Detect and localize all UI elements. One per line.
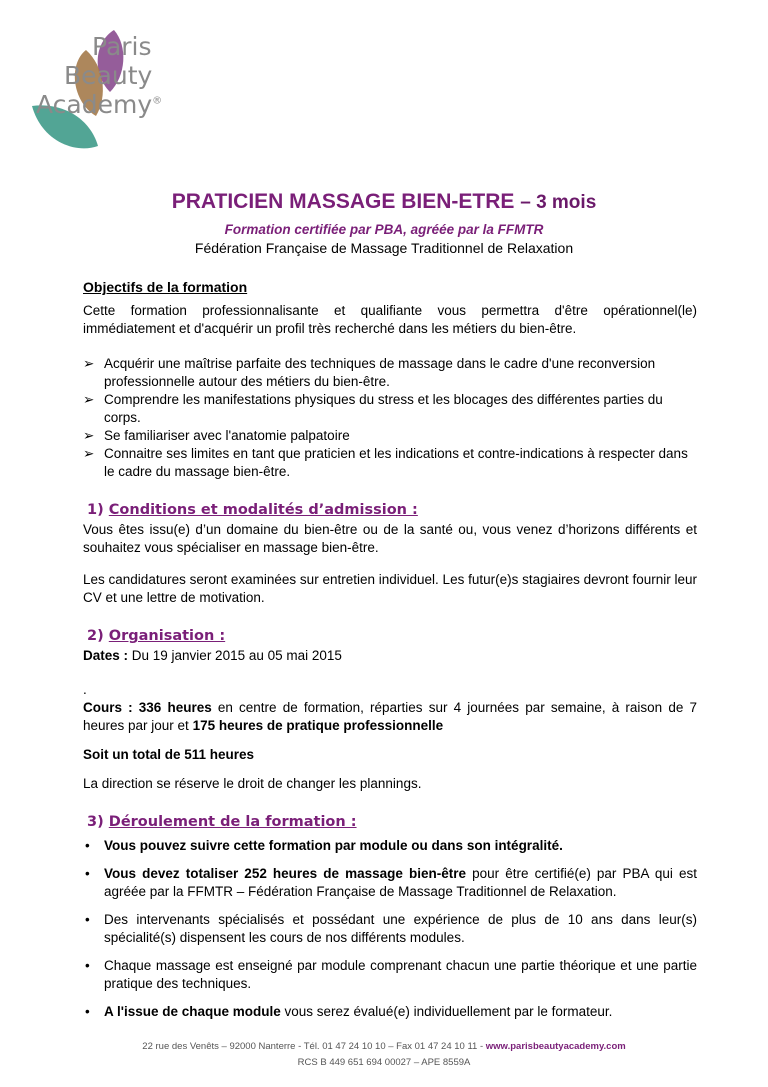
section3-list bbox=[83, 837, 697, 1021]
list-item: ➢ Acquérir une maîtrise parfaite des techniques de massage dans le cadre d'une reconversion professionnelle autour des métiers du bien-être. bbox=[83, 356, 656, 389]
document-body bbox=[83, 278, 697, 1031]
arrow-bullet-icon: ➢ bbox=[83, 392, 95, 407]
objectifs-heading: Objectifs de la formation bbox=[83, 279, 248, 295]
bullet-icon: • bbox=[85, 838, 90, 853]
arrow-bullet-icon: ➢ bbox=[83, 446, 95, 461]
section1-paragraph-1: Vous êtes issu(e) d’un domaine du bien-être ou de la santé ou, vous venez d’horizons différents et souhaitez vous spécialiser en massage bien-être. bbox=[83, 522, 697, 555]
section1-heading: 1) Conditions et modalités d’admission : bbox=[87, 502, 418, 518]
subtitle-federation: Fédération Française de Massage Traditionnel de Relaxation bbox=[194, 240, 574, 256]
arrow-bullet-icon: ➢ bbox=[83, 428, 95, 443]
logo-text-academy: Academy® bbox=[36, 90, 163, 119]
list-item: • Des intervenants spécialisés et possédant une expérience de plus de 10 ans dans leur(s) spécialité(s) dispensent les cours de nos différents modules. bbox=[85, 912, 697, 945]
bullet-icon: • bbox=[85, 958, 90, 973]
logo-text-paris: Paris bbox=[92, 32, 152, 61]
list-item: • A l'issue de chaque module vous serez évalué(e) individuellement par le formateur. bbox=[85, 1004, 613, 1019]
footer bbox=[0, 1039, 768, 1071]
page-title bbox=[0, 190, 768, 214]
section1-paragraph-2: Les candidatures seront examinées sur entretien individuel. Les futur(e)s stagiaires devront fournir leur CV et une lettre de motivation. bbox=[83, 572, 697, 605]
footer-registration-line: RCS B 449 651 694 00027 – APE 8559A bbox=[297, 1057, 471, 1068]
section3-heading: 3) Déroulement de la formation : bbox=[87, 814, 357, 830]
dot-line: . bbox=[83, 682, 87, 697]
dates-line: Dates : Du 19 janvier 2015 au 05 mai 2015 bbox=[83, 648, 342, 663]
subtitle-certification: Formation certifiée par PBA, agréée par la FFMTR bbox=[224, 222, 544, 237]
arrow-bullet-icon: ➢ bbox=[83, 356, 95, 371]
bullet-icon: • bbox=[85, 866, 90, 881]
footer-website-link[interactable]: www.parisbeautyacademy.com bbox=[485, 1041, 626, 1052]
objectifs-intro: Cette formation professionnalisante et qualifiante vous permettra d'être opérationnel(le) immédiatement et d'acquérir un profil très recherché dans les métiers du bien-être. bbox=[83, 303, 697, 336]
direction-note: La direction se réserve le droit de changer les plannings. bbox=[83, 776, 422, 791]
list-item: ➢ Comprendre les manifestations physiques du stress et les blocages des différentes parties du corps. bbox=[83, 392, 663, 425]
logo-text-beauty: Beauty bbox=[64, 61, 153, 90]
bullet-icon: • bbox=[85, 1004, 90, 1019]
list-item: ➢ Connaitre ses limites en tant que praticien et les indications et contre-indications à respecter dans le cadre du massage bien-être. bbox=[83, 446, 688, 479]
footer-address-line: 22 rue des Venêts – 92000 Nanterre - Tél. 01 47 24 10 10 – Fax 01 47 24 10 11 - www.parisbeautyacademy.com bbox=[142, 1041, 626, 1052]
bullet-icon: • bbox=[85, 912, 90, 927]
objectifs-list bbox=[83, 355, 697, 481]
list-item: • Vous pouvez suivre cette formation par module ou dans son intégralité. bbox=[85, 838, 563, 853]
title-main: PRATICIEN MASSAGE BIEN-ETRE bbox=[171, 190, 515, 213]
section2-heading: 2) Organisation : bbox=[87, 628, 226, 644]
list-item: • Vous devez totaliser 252 heures de massage bien-être pour être certifié(e) par PBA qui est agréée par la FFMTR – Fédération Française de Massage Traditionnel de Relaxation. bbox=[85, 866, 697, 899]
list-item: • Chaque massage est enseigné par module comprenant chacun une partie théorique et une partie pratique des techniques. bbox=[85, 958, 697, 991]
list-item: ➢ Se familiariser avec l'anatomie palpatoire bbox=[83, 428, 350, 443]
total-line: Soit un total de 511 heures bbox=[83, 747, 255, 762]
cours-line: Cours : 336 heures en centre de formation, réparties sur 4 journées par semaine, à raison de 7 heures par jour et 175 heures de pratique professionnelle bbox=[83, 700, 698, 733]
title-duration: – 3 mois bbox=[520, 192, 597, 213]
